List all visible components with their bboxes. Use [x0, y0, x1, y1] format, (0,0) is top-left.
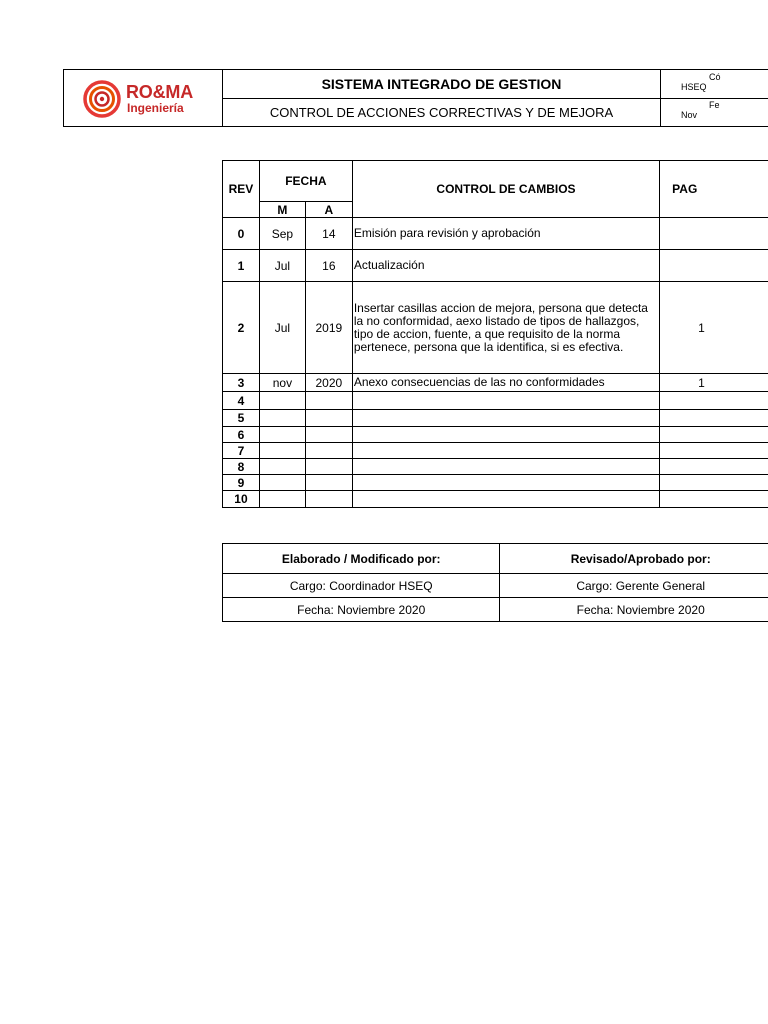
- year-cell: 2020: [305, 374, 352, 392]
- rev-cell: 10: [223, 491, 260, 508]
- document-date: [661, 100, 768, 126]
- page-cell: [660, 427, 768, 443]
- year-cell: [305, 410, 352, 427]
- table-row: [223, 282, 768, 374]
- change-description-cell: [352, 427, 659, 443]
- year-cell: [305, 475, 352, 491]
- page-cell: [660, 218, 768, 250]
- date-value: Nov: [681, 110, 698, 120]
- rev-cell: 2: [223, 282, 260, 374]
- revisado-fecha: Fecha: Noviembre 2020: [500, 598, 768, 622]
- year-cell: 16: [305, 250, 352, 282]
- change-description-cell: [352, 443, 659, 459]
- elaborado-fecha: Fecha: Noviembre 2020: [223, 598, 500, 622]
- table-row: [223, 443, 768, 459]
- table-row: [223, 459, 768, 475]
- col-a-header: A: [305, 202, 352, 218]
- month-cell: Jul: [259, 282, 305, 374]
- month-cell: Sep: [259, 218, 305, 250]
- rev-cell: 5: [223, 410, 260, 427]
- revisado-header: Revisado/Aprobado por:: [500, 544, 768, 574]
- table-row: [223, 374, 768, 392]
- table-row: [223, 392, 768, 410]
- year-cell: [305, 443, 352, 459]
- page-cell: [660, 475, 768, 491]
- month-cell: [259, 410, 305, 427]
- month-cell: Jul: [259, 250, 305, 282]
- table-row: [223, 475, 768, 491]
- page-cell: [660, 410, 768, 427]
- month-cell: [259, 459, 305, 475]
- change-description-cell: Actualización: [352, 250, 659, 282]
- rev-cell: 0: [223, 218, 260, 250]
- month-cell: [259, 491, 305, 508]
- document-title: SISTEMA INTEGRADO DE GESTION: [223, 70, 661, 99]
- brand-subtitle: Ingeniería: [127, 101, 184, 115]
- page-cell: 1: [660, 282, 768, 374]
- table-row: [223, 491, 768, 508]
- document-header: [63, 69, 768, 127]
- col-rev-header: REV: [223, 161, 260, 218]
- change-control-table: [222, 160, 768, 508]
- year-cell: [305, 491, 352, 508]
- page-cell: [660, 392, 768, 410]
- col-pag-header: PAG: [660, 161, 768, 218]
- elaborado-header: Elaborado / Modificado por:: [223, 544, 500, 574]
- revisado-cargo: Cargo: Gerente General: [500, 574, 768, 598]
- change-description-cell: [352, 475, 659, 491]
- month-cell: [259, 475, 305, 491]
- year-cell: [305, 459, 352, 475]
- col-m-header: M: [259, 202, 305, 218]
- page-cell: [660, 459, 768, 475]
- page-cell: [660, 443, 768, 459]
- rev-cell: 3: [223, 374, 260, 392]
- change-description-cell: [352, 410, 659, 427]
- table-row: [223, 427, 768, 443]
- page-cell: 1: [660, 374, 768, 392]
- code-label: Có: [709, 72, 721, 82]
- change-description-cell: Insertar casillas accion de mejora, persona que detecta la no conformidad, aexo listado de tipos de hallazgos, tipo de accion, fuente, a que requisito de la norma pertenece, persona que la identifica, si es efectiva.: [352, 282, 659, 374]
- rev-cell: 8: [223, 459, 260, 475]
- col-control-header: CONTROL DE CAMBIOS: [352, 161, 659, 218]
- document-subtitle: CONTROL DE ACCIONES CORRECTIVAS Y DE MEJORA: [223, 99, 661, 126]
- date-label: Fe: [709, 100, 720, 110]
- rev-cell: 6: [223, 427, 260, 443]
- approval-table: [222, 543, 768, 622]
- rev-cell: 4: [223, 392, 260, 410]
- table-row: [223, 218, 768, 250]
- col-fecha-header: FECHA: [259, 161, 352, 202]
- brand-name: RO&MA: [126, 82, 193, 102]
- document-code: [661, 72, 768, 99]
- page-cell: [660, 491, 768, 508]
- month-cell: nov: [259, 374, 305, 392]
- company-logo: [64, 70, 223, 126]
- rev-cell: 1: [223, 250, 260, 282]
- change-description-cell: Anexo consecuencias de las no conformidades: [352, 374, 659, 392]
- year-cell: [305, 392, 352, 410]
- elaborado-cargo: Cargo: Coordinador HSEQ: [223, 574, 500, 598]
- change-description-cell: [352, 392, 659, 410]
- month-cell: [259, 392, 305, 410]
- rev-cell: 7: [223, 443, 260, 459]
- month-cell: [259, 443, 305, 459]
- year-cell: 14: [305, 218, 352, 250]
- table-row: [223, 410, 768, 427]
- change-description-cell: [352, 491, 659, 508]
- table-row: [223, 250, 768, 282]
- month-cell: [259, 427, 305, 443]
- change-description-cell: [352, 459, 659, 475]
- roma-logo-icon: [82, 80, 122, 118]
- change-description-cell: Emisión para revisión y aprobación: [352, 218, 659, 250]
- code-value: HSEQ: [681, 82, 707, 92]
- rev-cell: 9: [223, 475, 260, 491]
- page-cell: [660, 250, 768, 282]
- year-cell: [305, 427, 352, 443]
- year-cell: 2019: [305, 282, 352, 374]
